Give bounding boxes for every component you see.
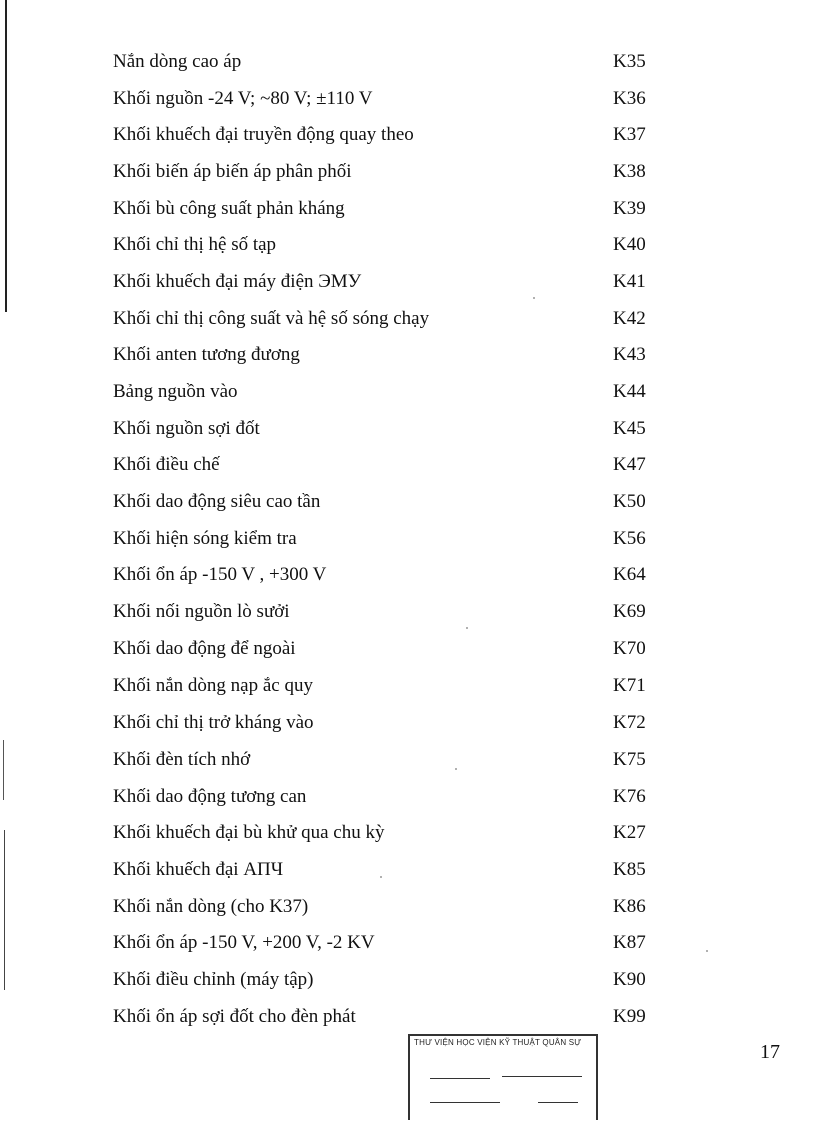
component-code: K69 [613, 601, 646, 622]
component-name: Khối điều chế [113, 454, 220, 475]
list-item [0, 745, 816, 775]
list-item [0, 524, 816, 554]
component-code: K56 [613, 528, 646, 549]
component-code: K45 [613, 418, 646, 439]
stamp-text: THƯ VIỆN HỌC VIỆN KỸ THUẬT QUÂN SỰ [414, 1038, 582, 1047]
component-name: Khối nắn dòng nạp ắc quy [113, 675, 313, 696]
scan-speck [466, 627, 468, 629]
component-name: Khối chỉ thị trở kháng vào [113, 712, 314, 733]
component-code: K47 [613, 454, 646, 475]
component-name: Khối anten tương đương [113, 344, 300, 365]
stamp-rule [538, 1102, 578, 1103]
component-name: Bảng nguồn vào [113, 381, 238, 402]
component-name: Khối chỉ thị hệ số tạp [113, 234, 277, 255]
component-code: K85 [613, 859, 646, 880]
component-code: K90 [613, 969, 646, 990]
library-stamp [408, 1034, 598, 1120]
list-item [0, 560, 816, 590]
component-code: K44 [613, 381, 646, 402]
list-item [0, 47, 816, 77]
component-code: K86 [613, 896, 646, 917]
stamp-rule [502, 1076, 582, 1077]
list-item [0, 855, 816, 885]
component-name: Khối dao động tương can [113, 786, 307, 807]
scan-speck [455, 768, 457, 770]
component-code: K36 [613, 88, 646, 109]
component-name: Khối nối nguồn lò sưởi [113, 601, 290, 622]
component-name: Khối ổn áp -150 V , +300 V [113, 564, 327, 585]
list-item [0, 84, 816, 114]
component-name: Nắn dòng cao áp [113, 51, 242, 72]
list-item [0, 414, 816, 444]
list-item [0, 671, 816, 701]
component-name: Khối nguồn -24 V; ~80 V; ±110 V [113, 88, 373, 109]
list-item [0, 634, 816, 664]
stamp-rule [430, 1102, 500, 1103]
component-code: K50 [613, 491, 646, 512]
component-name: Khối hiện sóng kiểm tra [113, 528, 297, 549]
list-item [0, 782, 816, 812]
component-name: Khối dao động để ngoài [113, 638, 296, 659]
component-code: K64 [613, 564, 646, 585]
list-item [0, 1002, 816, 1032]
component-code: K70 [613, 638, 646, 659]
component-code: K43 [613, 344, 646, 365]
page-number: 17 [760, 1041, 780, 1063]
list-item [0, 818, 816, 848]
component-code: K75 [613, 749, 646, 770]
list-item [0, 120, 816, 150]
list-item [0, 377, 816, 407]
component-code: K40 [613, 234, 646, 255]
list-item [0, 267, 816, 297]
component-code: K38 [613, 161, 646, 182]
component-name: Khối nguồn sợi đốt [113, 418, 260, 439]
component-name: Khối khuếch đại bù khử qua chu kỳ [113, 822, 385, 843]
scan-speck [533, 297, 535, 299]
component-name: Khối khuếch đại truyền động quay theo [113, 124, 414, 145]
component-name: Khối dao động siêu cao tần [113, 491, 321, 512]
list-item [0, 304, 816, 334]
list-item [0, 597, 816, 627]
list-item [0, 965, 816, 995]
component-name: Khối ổn áp sợi đốt cho đèn phát [113, 1006, 356, 1027]
component-code: K42 [613, 308, 646, 329]
component-name: Khối nắn dòng (cho K37) [113, 896, 309, 917]
list-item [0, 450, 816, 480]
component-code: K37 [613, 124, 646, 145]
component-name: Khối ổn áp -150 V, +200 V, -2 KV [113, 932, 375, 953]
list-item [0, 892, 816, 922]
stamp-rule [430, 1078, 490, 1079]
component-name: Khối điều chỉnh (máy tập) [113, 969, 314, 990]
list-item [0, 708, 816, 738]
component-code: K35 [613, 51, 646, 72]
scan-speck [380, 876, 382, 878]
list-item [0, 928, 816, 958]
component-name: Khối bù công suất phản kháng [113, 198, 345, 219]
list-item [0, 230, 816, 260]
component-code: K99 [613, 1006, 646, 1027]
component-code: K76 [613, 786, 646, 807]
component-code: K39 [613, 198, 646, 219]
component-name: Khối khuếch đại АПЧ [113, 859, 284, 880]
component-code: K87 [613, 932, 646, 953]
list-item [0, 157, 816, 187]
list-item [0, 487, 816, 517]
list-item [0, 340, 816, 370]
list-item [0, 194, 816, 224]
component-code: K27 [613, 822, 646, 843]
component-name: Khối khuếch đại máy điện ЭМУ [113, 271, 362, 292]
component-code: K71 [613, 675, 646, 696]
component-name: Khối biến áp biến áp phân phối [113, 161, 352, 182]
component-name: Khối chỉ thị công suất và hệ số sóng chạy [113, 308, 430, 329]
component-code: K72 [613, 712, 646, 733]
scan-speck [706, 950, 708, 952]
component-name: Khối đèn tích nhớ [113, 749, 251, 770]
component-code: K41 [613, 271, 646, 292]
